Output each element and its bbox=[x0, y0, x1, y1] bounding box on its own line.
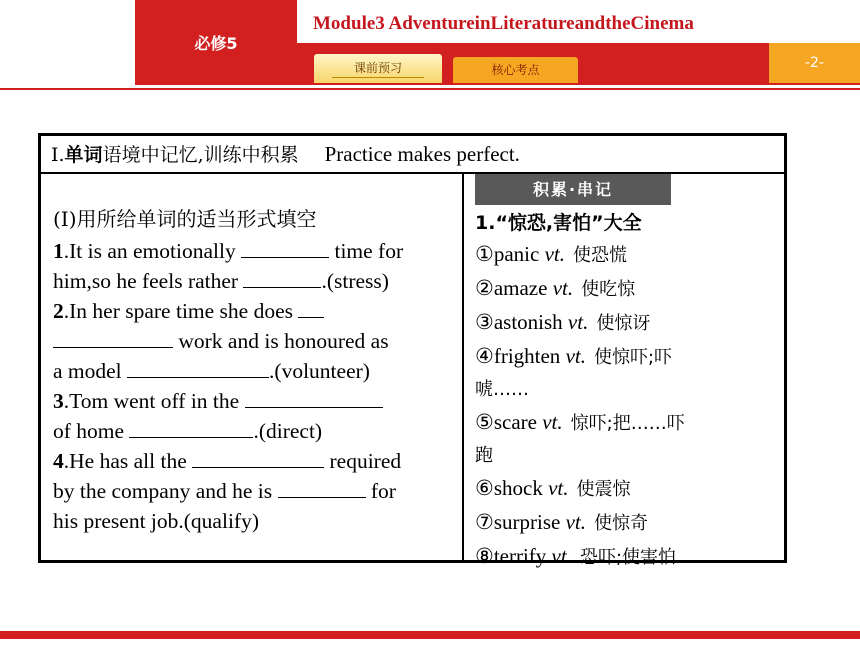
vocab-item bbox=[475, 306, 785, 340]
vocab-item bbox=[475, 540, 785, 574]
vocab-word: ⑧terrify vt. bbox=[475, 544, 572, 568]
course-tag: 必修5 bbox=[194, 34, 238, 53]
question-2-line-1: 2.In her spare time she does bbox=[53, 296, 453, 326]
page-number: -2- bbox=[769, 43, 860, 83]
vocab-word: ⑤scare vt. bbox=[475, 410, 563, 434]
vocab-item bbox=[475, 472, 785, 506]
section-heading bbox=[41, 136, 784, 174]
vocab-word: ②amaze vt. bbox=[475, 276, 574, 300]
heading-roman: Ⅰ. bbox=[51, 144, 65, 166]
vocab-item bbox=[475, 406, 785, 440]
question-4-line-1: 4.He has all the required bbox=[53, 449, 402, 473]
heading-bold: 单词 bbox=[64, 144, 103, 166]
vocab-word: ③astonish vt. bbox=[475, 310, 589, 334]
answer-blank[interactable] bbox=[298, 299, 324, 318]
header-divider bbox=[0, 88, 860, 90]
question-2-line-2: work and is honoured as bbox=[53, 326, 453, 356]
vocab-meaning: 恐吓;使害怕 bbox=[579, 547, 677, 568]
tab-preview[interactable]: 课前预习 bbox=[314, 54, 442, 83]
question-1-line-2: him,so he feels rather .(stress) bbox=[53, 269, 389, 293]
exercise-column bbox=[53, 204, 453, 536]
vocab-meaning: 使震惊 bbox=[576, 479, 631, 500]
vocab-meaning: 使恐慌 bbox=[572, 245, 627, 266]
vocab-meaning-continued: 唬…… bbox=[475, 379, 529, 400]
vocab-word: ①panic vt. bbox=[475, 242, 565, 266]
answer-blank[interactable] bbox=[241, 239, 329, 258]
question-1-line-1: 1.It is an emotionally time for bbox=[53, 239, 404, 263]
vocab-meaning: 使惊讶 bbox=[596, 313, 651, 334]
answer-blank[interactable] bbox=[245, 389, 383, 408]
vocab-word: ④frighten vt. bbox=[475, 344, 586, 368]
question-4-line-3: his present job.(qualify) bbox=[53, 509, 259, 533]
answer-blank[interactable] bbox=[129, 419, 253, 438]
vocab-meaning: 使吃惊 bbox=[581, 279, 636, 300]
answer-blank[interactable] bbox=[53, 329, 173, 348]
footer-bar bbox=[0, 631, 860, 639]
answer-blank[interactable] bbox=[127, 359, 269, 378]
notes-list bbox=[475, 238, 785, 574]
notes-title: 1.“惊恐,害怕”大全 bbox=[475, 212, 642, 234]
vocab-word: ⑦surprise vt. bbox=[475, 510, 586, 534]
exercise-subtitle: (Ⅰ)用所给单词的适当形式填空 bbox=[53, 207, 317, 231]
question-2-line-3: a model .(volunteer) bbox=[53, 359, 370, 383]
answer-blank[interactable] bbox=[243, 269, 321, 288]
vocab-item bbox=[475, 272, 785, 306]
vocab-meaning: 使惊奇 bbox=[593, 513, 648, 534]
question-4-line-2: by the company and he is for bbox=[53, 479, 396, 503]
question-3-line-2: of home .(direct) bbox=[53, 419, 323, 443]
tab-key-points[interactable]: 核心考点 bbox=[453, 57, 578, 83]
notes-badge: 积累·串记 bbox=[475, 174, 671, 205]
answer-blank[interactable] bbox=[278, 479, 366, 498]
course-tag-panel bbox=[135, 0, 297, 85]
vocab-meaning: 惊吓;把……吓 bbox=[570, 413, 685, 434]
module-title: Module3 AdventureinLiteratureandtheCinema bbox=[313, 13, 694, 34]
vocab-item bbox=[475, 340, 785, 374]
vocabulary-notes-column bbox=[475, 172, 785, 574]
heading-english: Practice makes perfect. bbox=[324, 142, 520, 166]
vocab-meaning: 使惊吓;吓 bbox=[593, 347, 673, 368]
vocab-item bbox=[475, 238, 785, 272]
vocab-meaning-continued: 跑 bbox=[475, 445, 493, 466]
exercise-table bbox=[38, 133, 787, 568]
question-3-line-1: 3.Tom went off in the bbox=[53, 386, 453, 416]
vocab-word: ⑥shock vt. bbox=[475, 476, 569, 500]
column-divider bbox=[462, 172, 464, 560]
vocab-item bbox=[475, 506, 785, 540]
heading-text: 语境中记忆,训练中积累 bbox=[102, 144, 299, 166]
answer-blank[interactable] bbox=[192, 449, 324, 468]
